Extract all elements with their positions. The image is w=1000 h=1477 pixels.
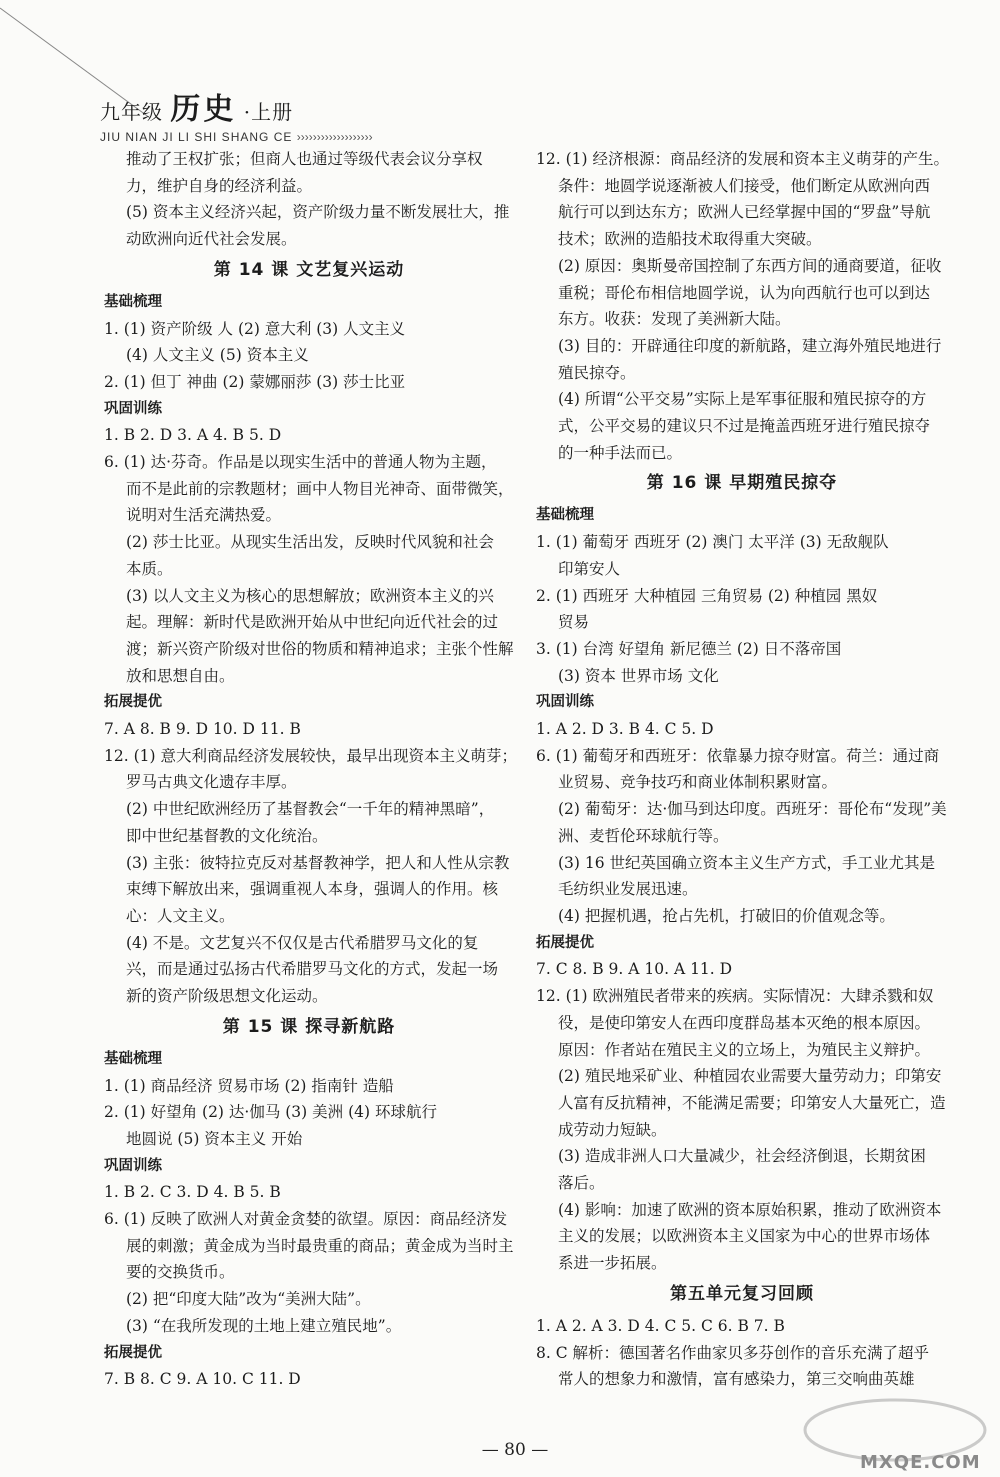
- answer-line: (4) 不是。文艺复兴不仅仅是古代希腊罗马文化的复: [126, 933, 479, 952]
- answer-line: 航行可以到达东方；欧洲人已经掌握中国的“罗盘”导航: [558, 203, 931, 222]
- answer-line: (2) 殖民地采矿业、种植园农业需要大量劳动力；印第安: [558, 1067, 942, 1086]
- lesson-heading: 第五单元复习回顾: [670, 1283, 814, 1304]
- answer-line: 东方。收获：发现了美洲新大陆。: [558, 310, 791, 329]
- answer-line: 2. (1) 但丁 神曲 (2) 蒙娜丽莎 (3) 莎士比亚: [104, 372, 406, 391]
- answer-line: (3) 资本 世界市场 文化: [558, 666, 719, 685]
- answer-line: (5) 资本主义经济兴起，资产阶级力量不断发展壮大，推: [126, 203, 510, 222]
- header-volume: ·上册: [243, 100, 294, 124]
- answer-line: (3) 造成非洲人口大量减少，社会经济倒退，长期贫困: [558, 1147, 926, 1166]
- answer-line: 12. (1) 意大利商品经济发展较快，最早出现资本主义萌芽；: [104, 746, 517, 765]
- answer-line: 系进一步拓展。: [558, 1254, 667, 1273]
- answer-line: (3) 主张：彼特拉克反对基督教神学，把人和人性从宗教: [126, 853, 510, 872]
- answer-line: 印第安人: [558, 559, 621, 578]
- answer-line: 成劳动力短缺。: [558, 1120, 667, 1139]
- answer-line: (2) 原因：奥斯曼帝国控制了东西方间的通商要道，征收: [558, 256, 942, 275]
- answer-line: 3. (1) 台湾 好望角 新尼德兰 (2) 日不落帝国: [536, 639, 842, 658]
- answer-line: 心：人文主义。: [126, 906, 235, 925]
- page-header: [100, 84, 570, 144]
- answer-line: 12. (1) 欧洲殖民者带来的疾病。实际情况：大肆杀戮和奴: [536, 987, 934, 1006]
- answer-line: 12. (1) 经济根源：商品经济的发展和资本主义萌芽的产生。: [536, 150, 949, 168]
- answer-line: 役，是使印第安人在西印度群岛基本灭绝的根本原因。: [558, 1013, 931, 1032]
- answer-line: 7. C 8. B 9. A 10. A 11. D: [536, 960, 733, 979]
- page-number: — 80 —: [481, 1440, 549, 1460]
- answer-line: (4) 影响：加速了欧洲的资本原始积累，推动了欧洲资本: [558, 1200, 942, 1219]
- section-label: 拓展提优: [104, 1344, 162, 1361]
- answer-line: 展的刺激；黄金成为当时最贵重的商品；黄金成为当时主: [126, 1236, 514, 1255]
- answer-line: 洲、麦哲伦环球航行等。: [558, 826, 729, 845]
- left-column: [104, 146, 517, 1393]
- answer-line: 条件：地圆学说逐渐被人们接受，他们断定从欧洲向西: [558, 176, 931, 195]
- answer-line: 6. (1) 葡萄牙和西班牙：依靠暴力掠夺财富。荷兰：通过商: [536, 746, 940, 765]
- answer-line: 2. (1) 好望角 (2) 达·伽马 (3) 美洲 (4) 环球航行: [104, 1103, 437, 1122]
- answer-line: (3) 以人文主义为核心的思想解放；欧洲资本主义的兴: [126, 586, 494, 605]
- header-pinyin-line: [100, 130, 570, 144]
- lesson-heading: 第 14 课 文艺复兴运动: [213, 259, 405, 280]
- answer-line: 本质。: [126, 559, 173, 578]
- header-arrows: ›››››››››››››››››››: [296, 130, 373, 144]
- watermark-text: MXQE.COM: [860, 1452, 981, 1473]
- answer-line: 1. (1) 商品经济 贸易市场 (2) 指南针 造船: [104, 1076, 394, 1095]
- lesson-heading: 第 16 课 早期殖民掠夺: [646, 473, 838, 494]
- answer-line: 6. (1) 反映了欧洲人对黄金贪婪的欲望。原因：商品经济发: [104, 1210, 508, 1229]
- answer-line: (2) 葡萄牙：达·伽马到达印度。西班牙：哥伦布“发现”美: [558, 800, 947, 819]
- answer-line: (4) 把握机遇，抢占先机，打破旧的价值观念等。: [558, 906, 895, 925]
- answer-line: 即中世纪基督教的文化统治。: [126, 826, 328, 845]
- section-label: 巩固训练: [536, 694, 594, 711]
- answer-line: 6. (1) 达·芬奇。作品是以现实生活中的普通人物为主题，: [104, 453, 497, 472]
- answer-line: 殖民掠夺。: [558, 363, 636, 382]
- answer-line: (2) 中世纪欧洲经历了基督教会“一千年的精神黑暗”，: [126, 800, 495, 819]
- answer-line: (3) 目的：开辟通往印度的新航路，建立海外殖民地进行: [558, 336, 942, 355]
- answer-line: 兴，而是通过弘扬古代希腊罗马文化的方式，发起一场: [126, 960, 499, 979]
- section-label: 基础梳理: [104, 1050, 162, 1067]
- answer-line: 2. (1) 西班牙 大种植园 三角贸易 (2) 种植园 黑奴: [536, 586, 878, 605]
- answer-line: 力，维护自身的经济利益。: [126, 176, 313, 195]
- answer-line: 起。理解：新时代是欧洲开始从中世纪向近代社会的过: [126, 613, 499, 632]
- lesson-heading: 第 15 课 探寻新航路: [222, 1016, 396, 1037]
- answer-line: 技术；欧洲的造船技术取得重大突破。: [558, 230, 822, 249]
- answer-line: 常人的想象力和激情，富有感染力，第三交响曲英雄: [558, 1370, 915, 1389]
- answer-line: 式，公平交易的建议只不过是掩盖西班牙进行殖民掠夺: [558, 417, 931, 436]
- answer-line: 罗马古典文化遗存丰厚。: [126, 773, 297, 792]
- section-label: 基础梳理: [104, 293, 162, 310]
- section-label: 拓展提优: [536, 934, 594, 951]
- answer-line: (4) 所谓“公平交易”实际上是军事征服和殖民掠夺的方: [558, 390, 927, 409]
- answer-line: 贸易: [558, 613, 590, 632]
- answer-line: 束缚下解放出来，强调重视人本身，强调人的作用。核: [126, 880, 499, 899]
- answer-line: 推动了王权扩张；但商人也通过等级代表会议分享权: [126, 150, 483, 168]
- answer-line: 而不是此前的宗教题材；画中人物目光神奇、面带微笑，: [126, 479, 514, 498]
- header-subject: 历史: [170, 92, 237, 127]
- answer-line: 1. A 2. D 3. B 4. C 5. D: [536, 720, 714, 739]
- answer-line: 1. B 2. C 3. D 4. B 5. B: [104, 1183, 281, 1202]
- header-title: [100, 84, 570, 128]
- answer-line: 地圆说 (5) 资本主义 开始: [126, 1129, 303, 1148]
- answer-line: 重税；哥伦布相信地圆学说，认为向西航行也可以到达: [558, 283, 931, 302]
- answer-line: 毛纺织业发展迅速。: [558, 880, 698, 899]
- section-label: 巩固训练: [104, 400, 162, 417]
- answer-line: 7. B 8. C 9. A 10. C 11. D: [104, 1370, 301, 1389]
- answer-line: 落后。: [558, 1174, 605, 1193]
- answer-line: 业贸易、竞争技巧和商业体制积累财富。: [558, 773, 838, 792]
- answer-line: 原因：作者站在殖民主义的立场上，为殖民主义辩护。: [558, 1040, 931, 1059]
- right-column: [536, 146, 948, 1393]
- answer-line: 动欧洲向近代社会发展。: [126, 230, 297, 249]
- answer-line: (2) 把“印度大陆”改为“美洲大陆”。: [126, 1290, 371, 1309]
- answer-line: 渡；新兴资产阶级对世俗的物质和精神追求；主张个性解: [126, 639, 514, 658]
- answer-line: 1. (1) 资产阶级 人 (2) 意大利 (3) 人文主义: [104, 319, 406, 338]
- answer-line: 8. C 解析：德国著名作曲家贝多芬创作的音乐充满了超乎: [536, 1343, 930, 1362]
- answer-line: (3) 16 世纪英国确立资本主义生产方式，手工业尤其是: [558, 853, 936, 872]
- answer-line: 人富有反抗精神，不能满足需要；印第安人大量死亡，造: [558, 1093, 946, 1112]
- answer-line: 说明对生活充满热爱。: [126, 506, 282, 525]
- section-label: 巩固训练: [104, 1157, 162, 1174]
- answer-line: 主义的发展；以欧洲资本主义国家为中心的世界市场体: [558, 1227, 931, 1246]
- header-pinyin: JIU NIAN JI LI SHI SHANG CE: [100, 130, 293, 144]
- answer-line: 放和思想自由。: [126, 666, 235, 685]
- answer-line: 1. (1) 葡萄牙 西班牙 (2) 澳门 太平洋 (3) 无敌舰队: [536, 533, 889, 552]
- answer-line: 新的资产阶级思想文化运动。: [126, 987, 328, 1006]
- answer-line: 的一种手法而已。: [558, 443, 683, 462]
- section-label: 基础梳理: [536, 507, 594, 524]
- header-grade: 九年级: [100, 100, 163, 124]
- answer-line: (2) 莎士比亚。从现实生活出发，反映时代风貌和社会: [126, 533, 494, 552]
- section-label: 拓展提优: [104, 694, 162, 711]
- answer-line: (4) 人文主义 (5) 资本主义: [126, 346, 309, 365]
- answer-line: (3) “在我所发现的土地上建立殖民地”。: [126, 1316, 402, 1335]
- answer-line: 要的交换货币。: [126, 1263, 235, 1282]
- answer-line: 1. A 2. A 3. D 4. C 5. C 6. B 7. B: [536, 1316, 785, 1335]
- answer-line: 7. A 8. B 9. D 10. D 11. B: [104, 720, 301, 739]
- answer-line: 1. B 2. D 3. A 4. B 5. D: [104, 426, 282, 445]
